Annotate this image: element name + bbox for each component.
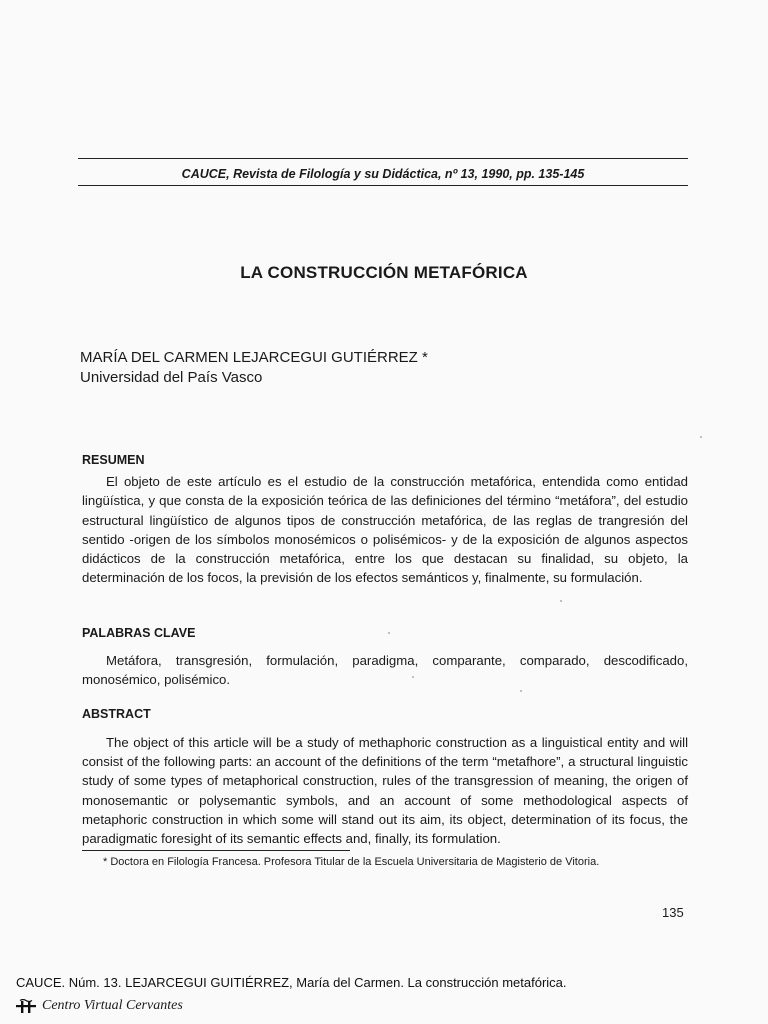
scan-speck (560, 600, 562, 602)
author-name: MARÍA DEL CARMEN LEJARCEGUI GUTIÉRREZ * (80, 349, 428, 366)
header-rule-top (78, 158, 688, 159)
scan-speck (412, 676, 414, 678)
resumen-text: El objeto de este artículo es el estudio de la construcción metafórica, entendida como entidad lingüística, y que consta de la exposición teórica de las definiciones del término “metáfora”, del estudio estructural lingüístico de algunos tipos de construcción metafórica, de las reglas de trangresión del sentido -origen de los símbolos monosémicos o polisémicos- y de la exposición de algunos aspectos didácticos de la construcción metafórica, entre los que destacan su finalidad, su objeto, la determinación de los focos, la previsión de los efectos semánticos y, finalmente, su formulación. (82, 474, 688, 586)
scan-speck (700, 436, 702, 438)
article-title: LA CONSTRUCCIÓN METAFÓRICA (240, 263, 528, 282)
footer-brand (16, 996, 183, 1016)
header-rule-bottom (78, 185, 688, 186)
page-number: 135 (662, 905, 684, 920)
scan-speck (520, 690, 522, 692)
footer-citation: CAUCE. Núm. 13. LEJARCEGUI GUITIÉRREZ, María del Carmen. La construcción metafórica. (16, 975, 567, 990)
author-affiliation: Universidad del País Vasco (80, 369, 263, 386)
palabras-clave-text: Metáfora, transgresión, formulación, paradigma, comparante, comparado, descodificado, monosémico, polisémico. (82, 653, 688, 688)
abstract-heading: ABSTRACT (82, 707, 151, 721)
palabras-clave-heading: PALABRAS CLAVE (82, 626, 196, 640)
scan-speck (388, 632, 390, 634)
cvc-logo-icon (16, 999, 36, 1013)
abstract-text: The object of this article will be a study of methaphoric construction as a linguistical entity and will consist of the following parts: an account of the definitions of the term “metafhore”, a structural linguistic study of some types of metaphorical construction, rules of the transgression of meaning, the origen of monosemantic or polysemantic symbols, and an account of some methodological aspects of metaphoric construction in which some will stand out its aim, its object, determination of its focus, the paradigmatic foresight of its semantic effects and, finally, its formulation. (82, 735, 688, 847)
resumen-heading: RESUMEN (82, 453, 145, 467)
footnote-rule (82, 850, 350, 851)
footer-brand-name: Centro Virtual Cervantes (42, 998, 183, 1013)
journal-citation: CAUCE, Revista de Filología y su Didáctica, nº 13, 1990, pp. 135-145 (181, 167, 585, 181)
footnote: * Doctora en Filología Francesa. Profesora Titular de la Escuela Universitaria de Magisterio de Vitoria. (103, 856, 600, 868)
